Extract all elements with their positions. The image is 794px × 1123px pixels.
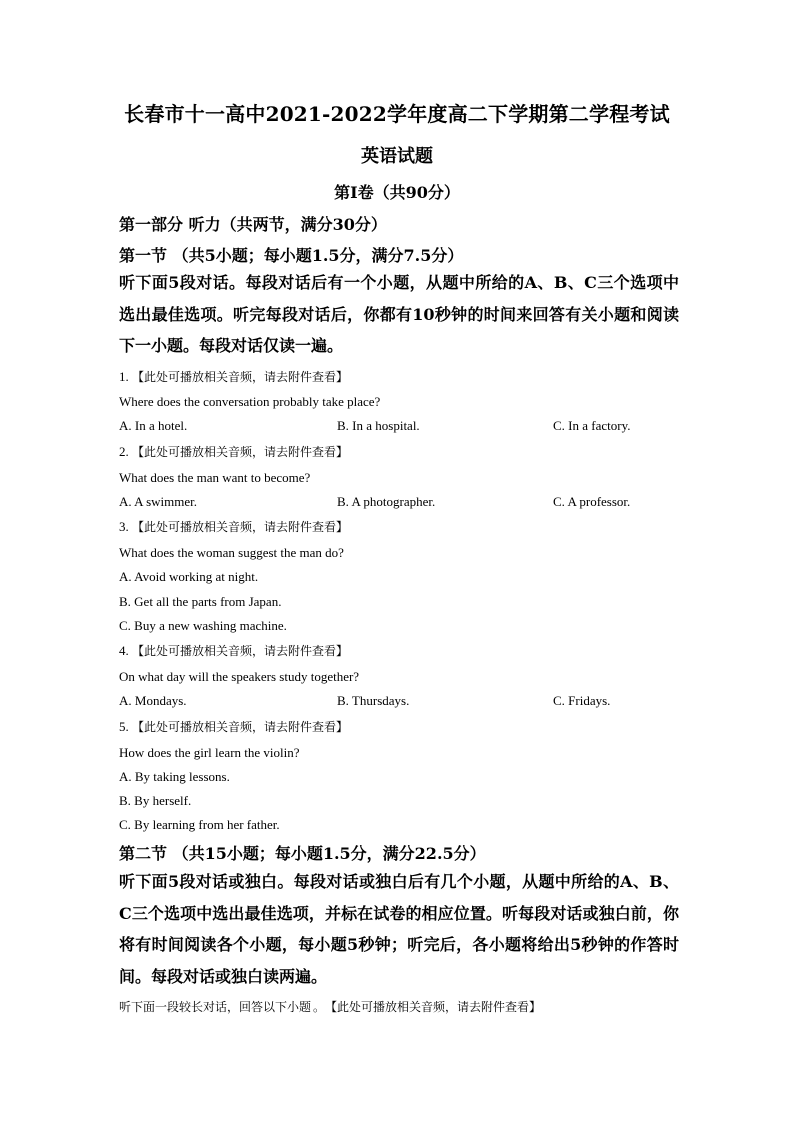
audio-note[interactable]: 【此处可播放相关音频，请去附件查看】 bbox=[132, 720, 349, 734]
question-2-option-c: C. A professor. bbox=[553, 494, 631, 509]
section2-footer-line bbox=[119, 998, 541, 1015]
question-number: 3. bbox=[119, 519, 129, 534]
part1-heading: 第一部分 听力（共两节，满分30分） bbox=[119, 215, 387, 234]
section1-heading: 第一节 （共5小题；每小题1.5分，满分7.5分） bbox=[119, 246, 464, 265]
question-5-text: How does the girl learn the violin? bbox=[119, 745, 300, 760]
question-2-option-b: B. A photographer. bbox=[337, 494, 436, 509]
question-2-text: What does the man want to become? bbox=[119, 470, 311, 485]
question-5-option-a: A. By taking lessons. bbox=[119, 769, 230, 784]
question-1-option-c: C. In a factory. bbox=[553, 418, 631, 433]
exam-title: 长春市十一高中2021-2022学年度高二下学期第二学程考试 bbox=[124, 102, 670, 126]
section1-instruction: 听下面5段对话。每段对话后有一个小题，从题中所给的A、B、C三个选项中选出最佳选项。听完每段对话后，你都有10秒钟的时间来回答有关小题和阅读下一小题。每段对话仅读一遍。 bbox=[119, 273, 679, 355]
question-2-header bbox=[119, 443, 348, 460]
question-4-text: On what day will the speakers study together? bbox=[119, 669, 360, 684]
section2-heading: 第二节 （共15小题；每小题1.5分，满分22.5分） bbox=[119, 844, 486, 863]
question-number: 5. bbox=[119, 719, 129, 734]
audio-note[interactable]: 【此处可播放相关音频，请去附件查看】 bbox=[331, 1000, 542, 1014]
blank-dot: 。 bbox=[313, 1000, 326, 1014]
question-3-option-b: B. Get all the parts from Japan. bbox=[119, 594, 282, 609]
question-1-header bbox=[119, 368, 348, 385]
exam-subtitle: 英语试题 bbox=[361, 146, 433, 167]
footer-text: 听下面一段较长对话，回答以下小题 bbox=[119, 1000, 312, 1014]
question-1-option-b: B. In a hospital. bbox=[337, 418, 420, 433]
section2-instruction: 听下面5段对话或独白。每段对话或独白后有几个小题，从题中所给的A、B、C三个选项中选出最佳选项，并标在试卷的相应位置。听每段对话或独白前，你将有时间阅读各个小题，每小题5秒钟；听完后，各小题将给出5秒钟的作答时间。每段对话或独白读两遍。 bbox=[119, 872, 679, 986]
audio-note[interactable]: 【此处可播放相关音频，请去附件查看】 bbox=[132, 520, 349, 534]
question-number: 1. bbox=[119, 369, 129, 384]
question-4-option-a: A. Mondays. bbox=[119, 693, 187, 708]
question-4-option-b: B. Thursdays. bbox=[337, 693, 410, 708]
question-3-text: What does the woman suggest the man do? bbox=[119, 545, 344, 560]
audio-note[interactable]: 【此处可播放相关音频，请去附件查看】 bbox=[132, 445, 349, 459]
question-number: 4. bbox=[119, 643, 129, 658]
audio-note[interactable]: 【此处可播放相关音频，请去附件查看】 bbox=[132, 644, 349, 658]
question-2-option-a: A. A swimmer. bbox=[119, 494, 198, 509]
question-3-option-c: C. Buy a new washing machine. bbox=[119, 618, 287, 633]
audio-note[interactable]: 【此处可播放相关音频，请去附件查看】 bbox=[132, 370, 349, 384]
question-4-header bbox=[119, 642, 348, 659]
question-5-option-b: B. By herself. bbox=[119, 793, 192, 808]
question-5-option-c: C. By learning from her father. bbox=[119, 817, 280, 832]
question-4-option-c: C. Fridays. bbox=[553, 693, 611, 708]
question-3-header bbox=[119, 518, 348, 535]
question-1-option-a: A. In a hotel. bbox=[119, 418, 188, 433]
volume-heading: 第I卷（共90分） bbox=[334, 183, 460, 202]
question-5-header bbox=[119, 718, 348, 735]
question-number: 2. bbox=[119, 444, 129, 459]
question-1-text: Where does the conversation probably take place? bbox=[119, 394, 381, 409]
question-3-option-a: A. Avoid working at night. bbox=[119, 569, 259, 584]
